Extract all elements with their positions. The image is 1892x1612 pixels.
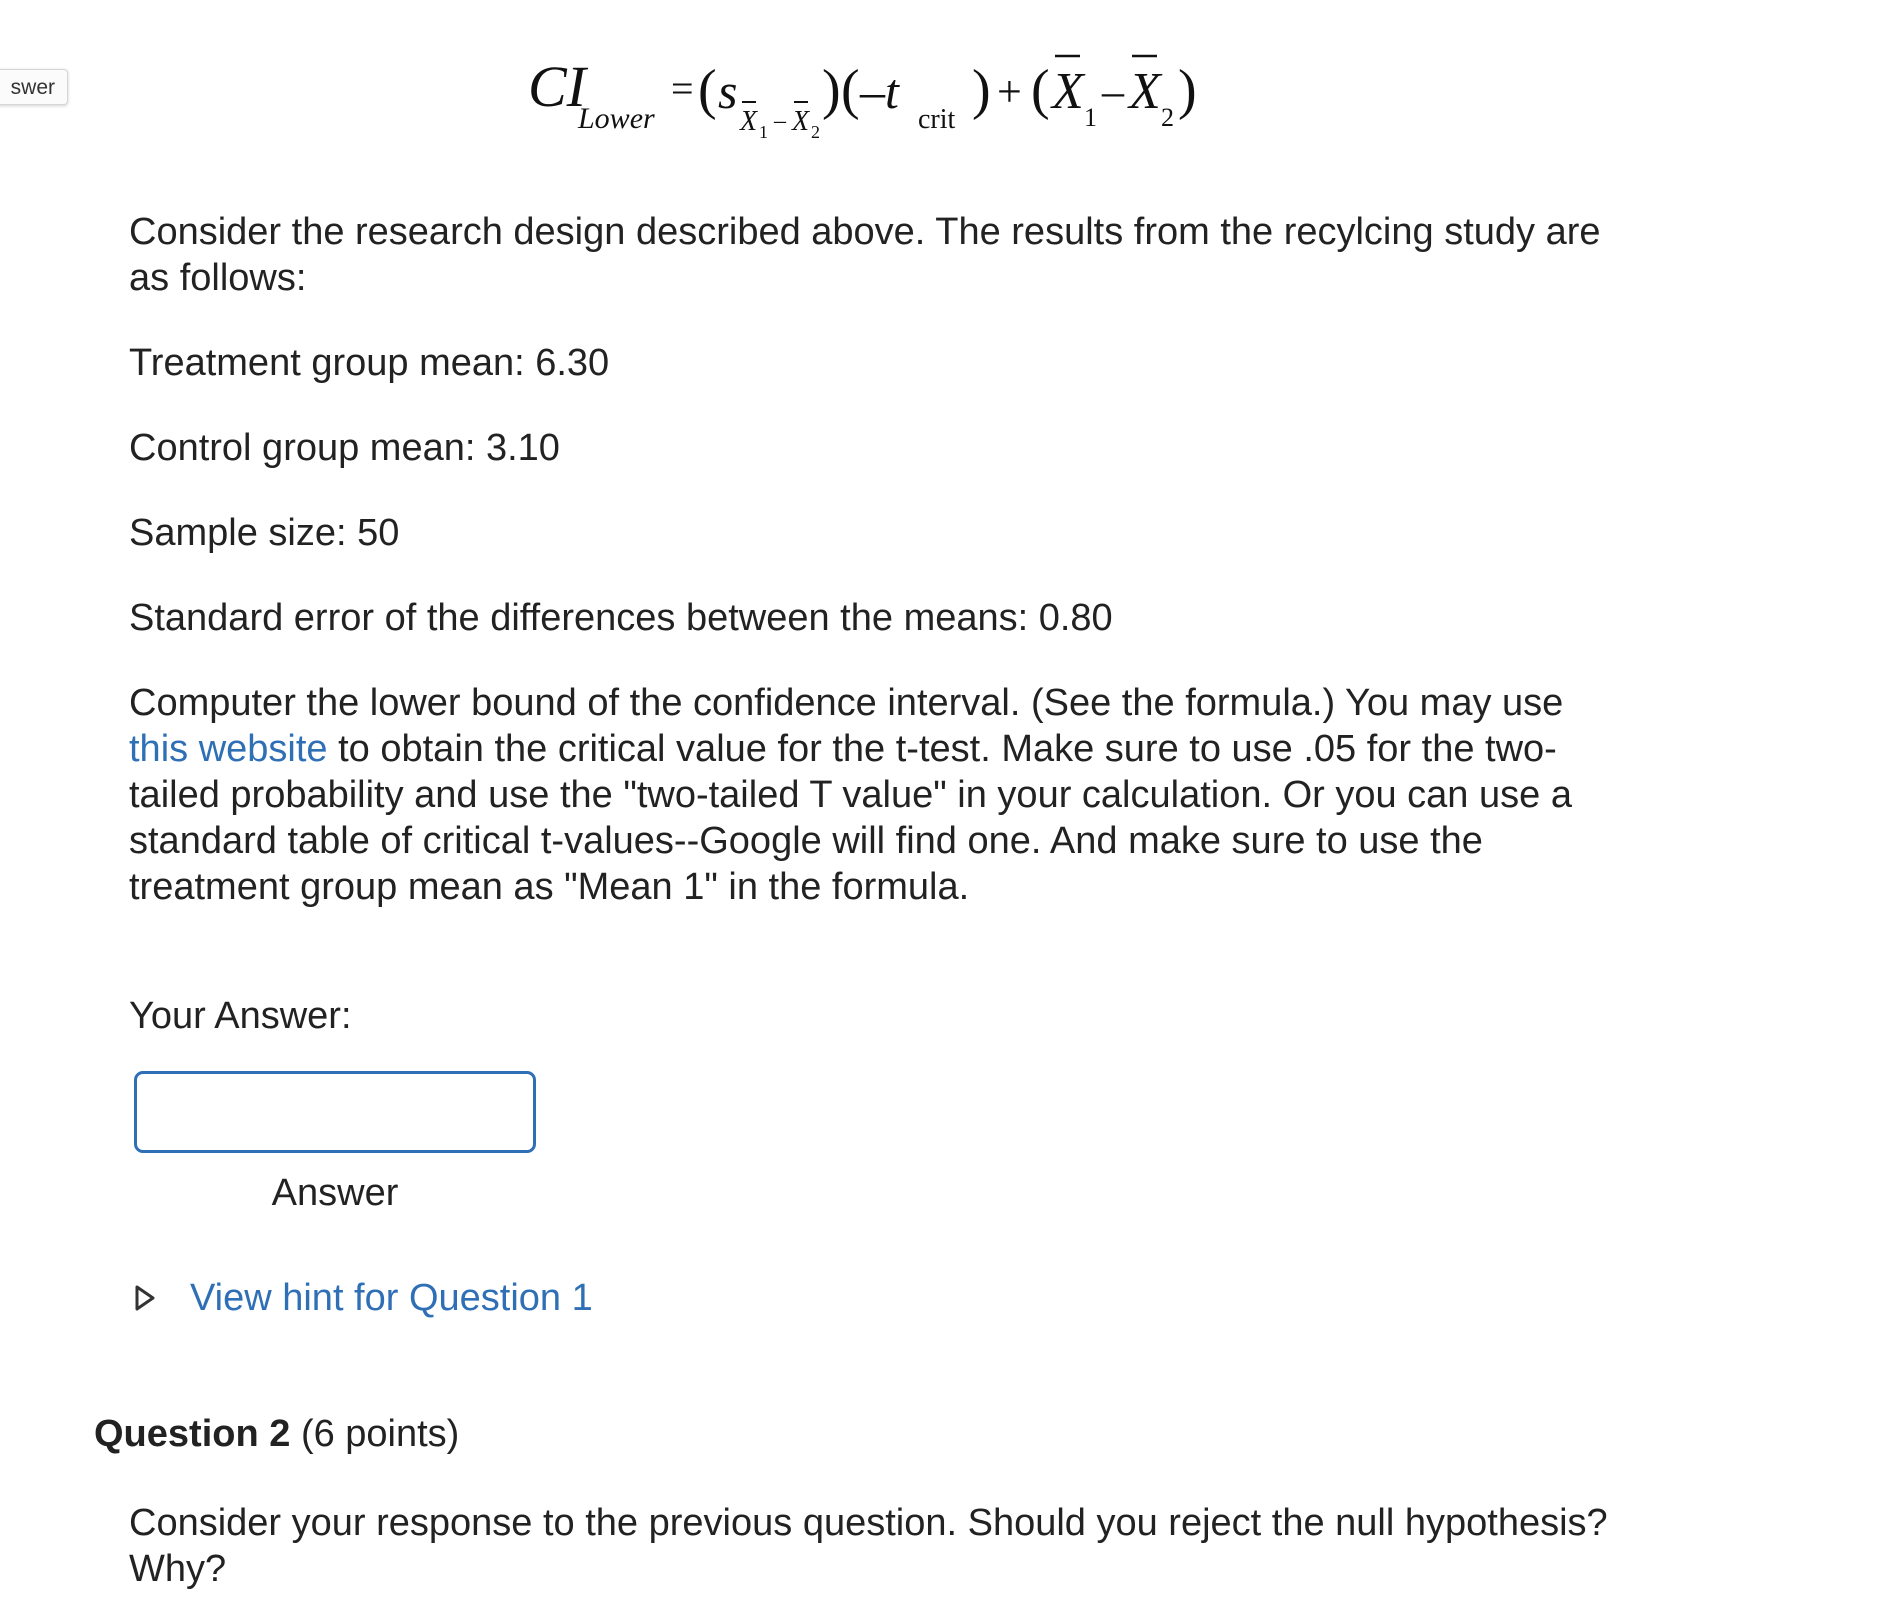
formula-equals: = [671,66,694,111]
formula-s-sub-x1: X [740,106,758,137]
formula-x2: X [1129,63,1161,120]
view-hint-toggle[interactable] [134,1275,593,1321]
formula-x2-subscript: 2 [1161,103,1174,132]
answer-side-tab[interactable]: swer [0,69,68,105]
treatment-group-mean: Treatment group mean: 6.30 [129,342,610,384]
control-group-mean: Control group mean: 3.10 [129,427,560,469]
formula-ci: CI [528,54,586,119]
standard-error: Standard error of the differences between the means: 0.80 [129,597,1113,639]
question-2-text: Consider your response to the previous question. Should you reject the null hypothesis? Why? [129,1502,1608,1590]
your-answer-label: Your Answer: [129,995,352,1037]
question-2-points: (6 points) [300,1413,460,1455]
formula-t: –t [860,63,899,119]
formula-open-paren-2: ( [841,59,860,121]
sample-size: Sample size: 50 [129,512,400,554]
formula-s-sub-1: 1 [759,122,768,142]
formula-s-sub-minus: – [774,108,786,134]
this-website-link[interactable]: this website [129,728,328,770]
confidence-interval-formula [528,46,1208,146]
formula-x1-subscript: 1 [1084,103,1097,132]
formula-plus: + [997,67,1022,116]
formula-minus: – [1102,67,1124,116]
answer-input[interactable] [134,1071,536,1153]
formula-open-paren-1: ( [698,59,717,121]
formula-open-paren-3: ( [1031,59,1050,121]
view-hint-link[interactable]: View hint for Question 1 [190,1277,593,1319]
formula-close-paren-1: ) [822,59,841,121]
formula-s-sub-2: 2 [811,122,820,142]
question-2-title: Question 2 [94,1413,291,1455]
formula-close-paren-2: ) [972,59,991,121]
formula-t-subscript: crit [918,104,956,135]
question-1-intro: Consider the research design described above. The results from the recylcing study are as follows: [129,211,1601,299]
instructions-text-1: Computer the lower bound of the confidence interval. (See the formula.) You may use [129,682,1564,724]
formula-x1: X [1052,63,1084,120]
question-2-heading [94,1411,459,1457]
answer-caption: Answer [271,1172,399,1214]
formula-s: s [718,63,738,119]
formula-ci-subscript: Lower [578,102,655,135]
formula-close-paren-3: ) [1178,59,1197,121]
instructions-text-2: to obtain the critical value for the t-test. Make sure to use .05 for the two-tailed probability and use the "two-tailed T value" in your calculation. Or you can use a standard table of critical t-values--Google will find one. And make sure to use the treatment group mean as "Mean 1" in the formula. [129,728,1572,908]
question-1-instructions [129,680,1629,910]
formula-s-sub-x2: X [792,106,810,137]
triangle-right-icon [134,1284,156,1312]
